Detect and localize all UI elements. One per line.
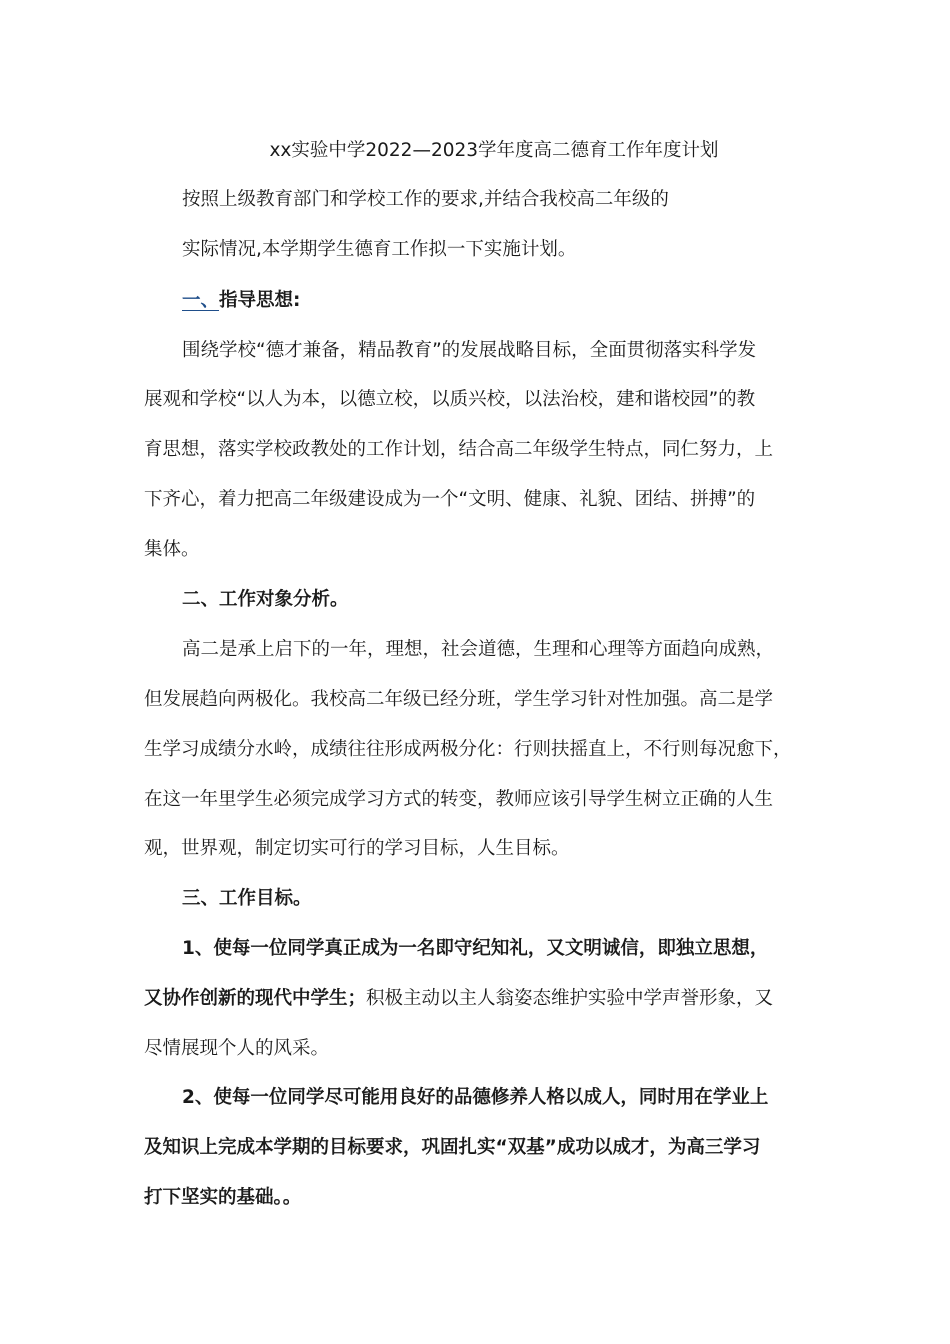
- goal-1-line-3: 尽情展现个人的风采。: [144, 1038, 330, 1059]
- goal-1-regular-text: 积极主动以主人翁姿态维护实验中学声誉形象，又: [366, 988, 774, 1009]
- intro-line-2: 实际情况,本学期学生德育工作拟一下实施计划。: [182, 239, 577, 260]
- section-3-heading: 三、工作目标。: [182, 888, 312, 909]
- section-1-line: 围绕学校“德才兼备，精品教育”的发展战略目标，全面贯彻落实科学发: [182, 340, 757, 361]
- section-1-heading: [182, 287, 850, 315]
- intro-line-1: 按照上级教育部门和学校工作的要求,并结合我校高二年级的: [182, 189, 669, 210]
- section-1-line: 育思想，落实学校政教处的工作计划，结合高二年级学生特点，同仁努力，上: [144, 439, 774, 460]
- section-1-line: 下齐心，着力把高二年级建设成为一个“文明、健康、礼貌、团结、拼搏”的: [144, 489, 756, 510]
- document-title: xx实验中学2022—2023学年度高二德育工作年度计划: [269, 140, 719, 161]
- goal-1-line-2: [144, 985, 812, 1013]
- section-1-line: 展观和学校“以人为本，以德立校，以质兴校，以法治校，建和谐校园”的教: [144, 389, 756, 410]
- section-1-number[interactable]: 一、: [182, 290, 220, 311]
- section-2-line: 在这一年里学生必须完成学习方式的转变，教师应该引导学生树立正确的人生: [144, 789, 774, 810]
- goal-1-line-1: 1、使每一位同学真正成为一名即守纪知礼，又文明诚信，即独立思想，: [182, 938, 769, 959]
- goal-2-line-1: 2、使每一位同学尽可能用良好的品德修养人格以成人，同时用在学业上: [182, 1087, 769, 1108]
- goal-2-line-3: 打下坚实的基础。。: [144, 1187, 302, 1208]
- section-2-heading: 二、工作对象分析。: [182, 589, 349, 610]
- section-2-line: 高二是承上启下的一年，理想，社会道德，生理和心理等方面趋向成熟，: [182, 639, 775, 660]
- section-2-line: 但发展趋向两极化。我校高二年级已经分班，学生学习针对性加强。高二是学: [144, 689, 774, 710]
- goal-1-bold-text: 又协作创新的现代中学生；: [144, 988, 367, 1009]
- section-1-line: 集体。: [144, 539, 200, 560]
- goal-2-line-2: 及知识上完成本学期的目标要求，巩固扎实“双基”成功以成才，为高三学习: [144, 1137, 761, 1158]
- section-2-line: 观，世界观，制定切实可行的学习目标，人生目标。: [144, 838, 570, 859]
- section-1-title: 指导思想:: [219, 290, 301, 311]
- section-2-line: 生学习成绩分水岭，成绩往往形成两极分化：行则扶摇直上，不行则每况愈下，: [144, 739, 792, 760]
